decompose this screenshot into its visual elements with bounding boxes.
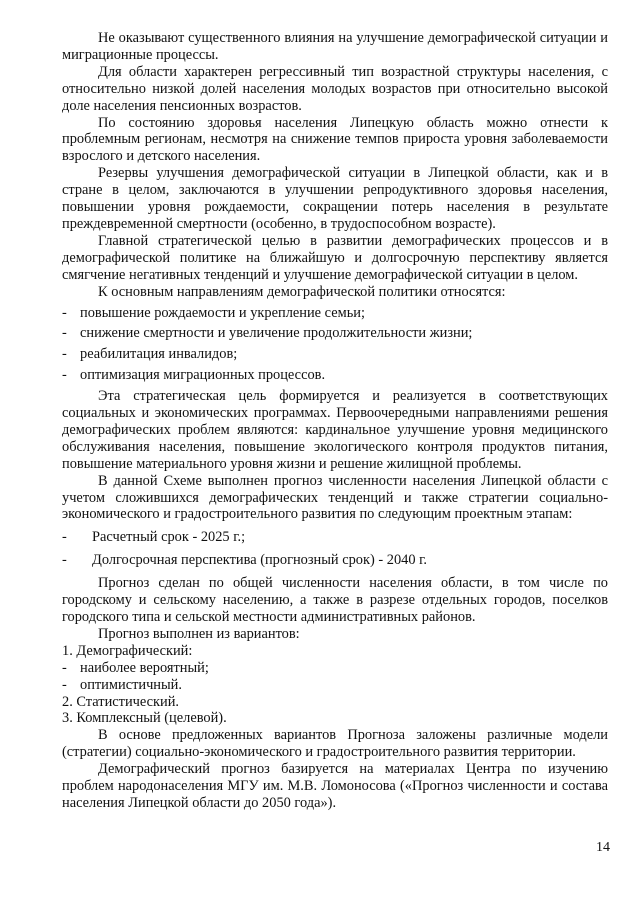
list-item-text: оптимизация миграционных процессов.	[80, 367, 326, 384]
paragraph: Прогноз сделан по общей численности населения области, в том числе по городскому и сельскому населению, а также в разрезе отдельных городов, поселков городского типа и сельской местности административных районов.	[62, 575, 608, 625]
document-body	[62, 30, 608, 812]
list-item-text: Долгосрочная перспектива (прогнозный срок) - 2040 г.	[92, 552, 428, 569]
numbered-item: 3. Комплексный (целевой).	[62, 710, 227, 727]
list-item	[62, 660, 608, 677]
list-item	[62, 346, 608, 363]
paragraph: Главной стратегической целью в развитии демографических процессов и в демографической политике на ближайшую и долгосрочную перспективу является смягчение негативных тенденций и улучшение демографической ситуации в целом.	[62, 232, 608, 283]
list-item-text: оптимистичный.	[80, 676, 182, 693]
numbered-item: 1. Демографический:	[62, 642, 193, 659]
numbered-item: 2. Статистический.	[62, 693, 180, 710]
list-item	[62, 305, 608, 322]
list-dash: -	[62, 659, 67, 676]
paragraph: В основе предложенных вариантов Прогноза заложены различные модели (стратегии) социально-экономического и градостроительного развития территории.	[62, 727, 608, 761]
list-item-text: реабилитация инвалидов;	[80, 346, 238, 363]
list-dash: -	[62, 552, 67, 569]
list-item-text: Расчетный срок - 2025 г.;	[92, 529, 246, 546]
list-item	[62, 529, 608, 546]
list-item	[62, 367, 608, 384]
paragraph: Не оказывают существенного влияния на улучшение демографической ситуации и миграционные процессы.	[62, 30, 608, 63]
list-item-text: повышение рождаемости и укрепление семьи;	[80, 304, 365, 321]
list-item-text: наиболее вероятный;	[80, 659, 209, 676]
list-item	[62, 677, 608, 694]
list-dash: -	[62, 367, 67, 384]
list-dash: -	[62, 676, 67, 693]
page-number: 14	[596, 840, 610, 855]
paragraph: Для области характерен регрессивный тип возрастной структуры населения, с относительно низкой долей населения молодых возрастов при относительно высокой доле населения пенсионных возрастов.	[62, 63, 608, 114]
paragraph: Резервы улучшения демографической ситуации в Липецкой области, как и в стране в целом, заключаются в улучшении репродуктивного здоровья населения, повышении уровня рождаемости, сокращении потерь населения в результате преждевременной смертности (особенно, в трудоспособном возрасте).	[62, 165, 608, 232]
paragraph: По состоянию здоровья населения Липецкую область можно отнести к проблемным регионам, несмотря на снижение темпов прироста уровня заболеваемости взрослого и детского населения.	[62, 114, 608, 165]
list-item	[62, 552, 608, 569]
paragraph: Эта стратегическая цель формируется и реализуется в соответствующих социальных и экономических программах. Первоочередными направлениями решения демографических проблем являются: кардинальное улучшение уровня медицинского обслуживания населения, повышение экологического контроля продуктов питания, повышение материального уровня жизни и решение жилищной проблемы.	[62, 388, 608, 472]
list-dash: -	[62, 346, 67, 363]
list-item	[62, 325, 608, 342]
paragraph: Прогноз выполнен из вариантов:	[98, 625, 300, 642]
list-dash: -	[62, 304, 67, 321]
list-dash: -	[62, 325, 67, 342]
list-item-text: снижение смертности и увеличение продолжительности жизни;	[80, 325, 473, 342]
paragraph: К основным направлениям демографической политики относятся:	[98, 283, 506, 300]
paragraph: Демографический прогноз базируется на материалах Центра по изучению проблем народонаселения МГУ им. М.В. Ломоносова («Прогноз численности и состава населения Липецкой области до 2050 года»).	[62, 761, 608, 811]
list-dash: -	[62, 529, 67, 546]
paragraph: В данной Схеме выполнен прогноз численности населения Липецкой области с учетом сложившихся демографических тенденций и также стратегии социально-экономического и градостроительного развития по следующим проектным этапам:	[62, 472, 608, 523]
